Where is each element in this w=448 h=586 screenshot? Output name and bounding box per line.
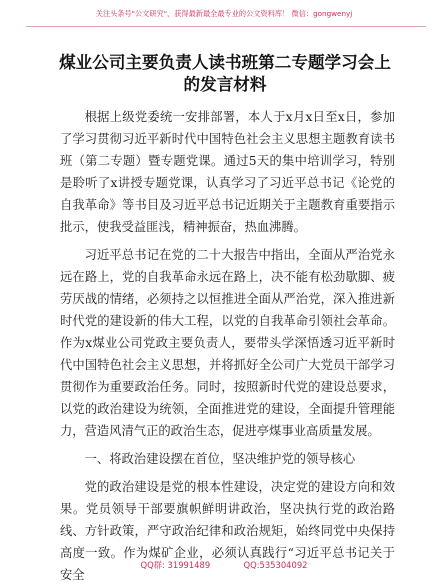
paragraph-main: 习近平总书记在党的二十大报告中指出，全面从严治党永远在路上，党的自我革命永远在路上，决不能有松劲歇脚、疲劳厌战的情绪，必须持之以恒推进全面从严治党，深入推进新时代党的建设新的伟大工程，以党的自我革命引领社会革命。作为x煤业公司党政主要负责人，要带头学深悟透习近平新时代中国特色社会主义思想，并将抓好全公司广大党员干部学习贯彻作为重要政治任务。同时，按照新时代党的建设总要求，以党的政治建设为统领，全面推进党的建设，全面提升管理能力，营造风清气正的政治生态，促进亭煤事业高质量发展。 (60, 248, 395, 438)
header-banner: 关注头条号"公文研究"，获得最新最全最专业的公文资料库！ 微信：gongwenyj (95, 9, 353, 18)
paragraph-intro: 根据上级党委统一安排部署，本人于x月x日至x日，参加了学习贯彻习近平新时代中国特色社会主义思想主题教育读书班（第二专题）暨专题党课。通过5天的集中培训学习，特别是聆听了x讲授专题党课，认真学习了习近平总书记《论党的自我革命》等书目及习近平总书记近期关于主题教育重要指示批示，使我受益匪浅，精神振奋，热血沸腾。 (60, 110, 395, 234)
section-heading: 一、将政治建设摆在首位，坚决维护党的领导核心 (84, 452, 356, 466)
document-title (30, 52, 420, 96)
paragraph-section-1: 党的政治建设是党的根本性建设，决定党的建设方向和效果。党员领导干部要旗帜鲜明讲政治，坚决执行党的政治路线、方针政策，严守政治纪律和政治规矩，始终同党中央保持高度一致。作为煤矿企业，必须认真践行“习近平总书记关于安全 (60, 480, 395, 582)
title-line-2: 的发言材料 (183, 75, 267, 94)
document-body (60, 106, 395, 586)
footer-banner (0, 559, 448, 571)
footer-qq-group: QQ群: 31991489 (140, 560, 211, 570)
header-divider (26, 26, 426, 27)
footer-qq: QQ:535304092 (243, 560, 308, 570)
title-line-1: 煤业公司主要负责人读书班第二专题学习会上 (59, 53, 391, 72)
